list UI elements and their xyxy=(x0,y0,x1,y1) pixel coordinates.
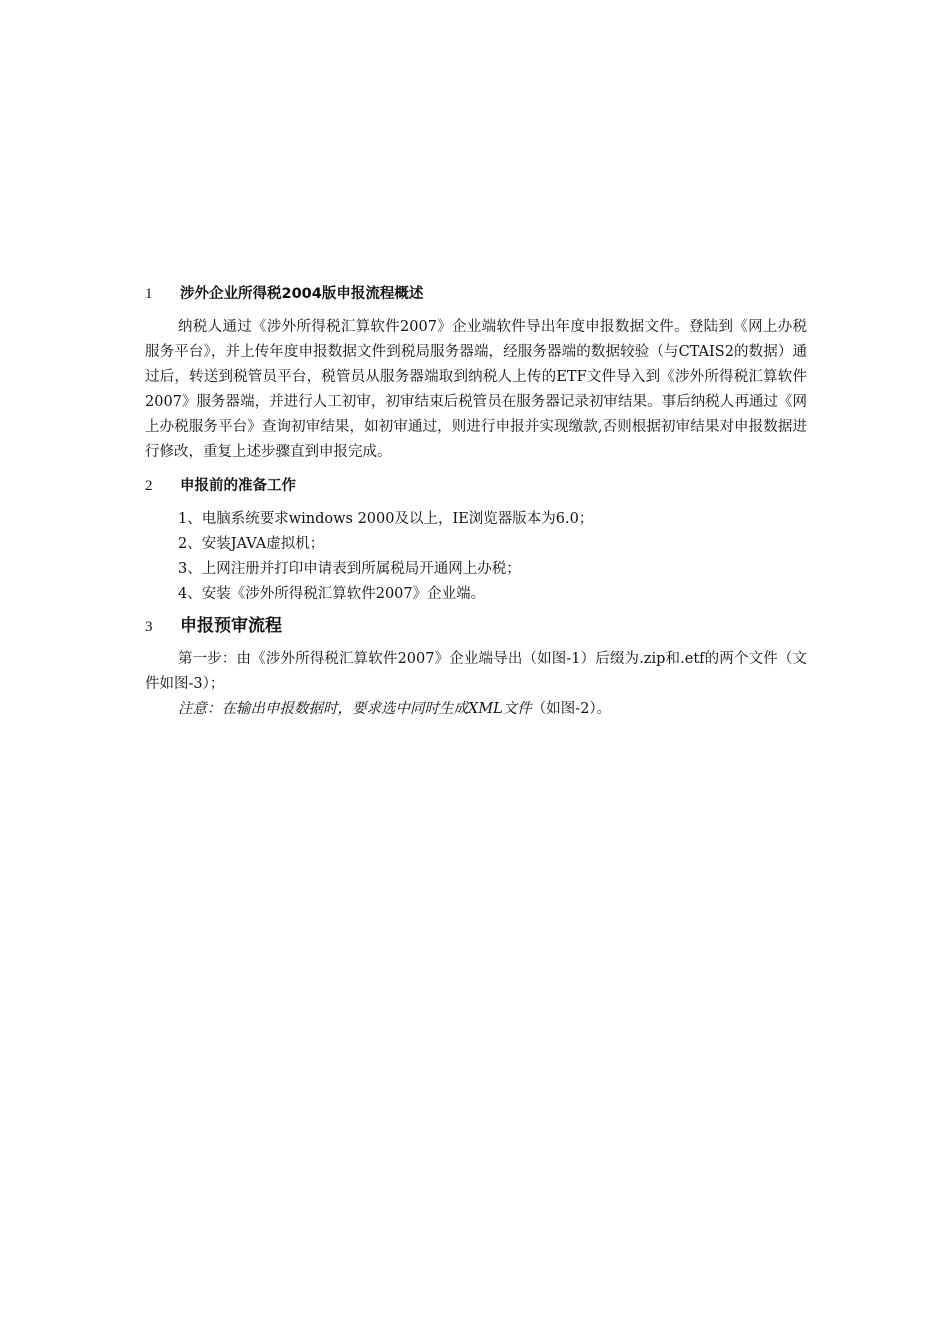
section-1-heading xyxy=(145,283,807,305)
section-title: 申报预审流程 xyxy=(180,616,282,636)
section-2-heading xyxy=(145,475,807,497)
section-title: 涉外企业所得税2004版申报流程概述 xyxy=(180,286,424,302)
section-number: 3 xyxy=(145,619,153,635)
section-number: 1 xyxy=(145,286,153,302)
note-line xyxy=(145,697,807,722)
section-3-paragraph: 第一步：由《涉外所得税汇算软件2007》企业端导出（如图-1）后缀为.zip和.etf的两个文件（文件如图-3）； xyxy=(145,651,807,692)
document-page xyxy=(145,283,807,722)
list-item: 3、上网注册并打印申请表到所属税局开通网上办税； xyxy=(178,561,521,577)
note-tail: （如图-2）。 xyxy=(531,701,612,717)
section-number: 2 xyxy=(145,478,153,494)
preparation-list xyxy=(145,507,807,607)
list-item: 4、安装《涉外所得税汇算软件2007》企业端。 xyxy=(178,586,486,602)
section-title: 申报前的准备工作 xyxy=(180,478,296,494)
list-item: 2、安装JAVA虚拟机； xyxy=(178,536,325,552)
section-1-paragraph: 纳税人通过《涉外所得税汇算软件2007》企业端软件导出年度申报数据文件。登陆到《网上办税服务平台》，并上传年度申报数据文件到税局服务器端，经服务器端的数据较验（与CTAIS2的数据）通过后，转送到税管员平台，税管员从服务器端取到纳税人上传的ETF文件导入到《涉外所得税汇算软件2007》服务器端，并进行人工初审，初审结束后税管员在服务器记录初审结果。事后纳税人再通过《网上办税服务平台》查询初审结果，如初审通过，则进行申报并实现缴款,否则根据初审结果对申报数据进行修改，重复上述步骤直到申报完成。 xyxy=(145,319,807,460)
list-item: 1、电脑系统要求windows 2000及以上，IE浏览器版本为6.0； xyxy=(178,511,594,527)
note-italic: 注意：在输出申报数据时，要求选中同时生成XML文件 xyxy=(178,701,532,717)
section-3-heading xyxy=(145,615,807,638)
